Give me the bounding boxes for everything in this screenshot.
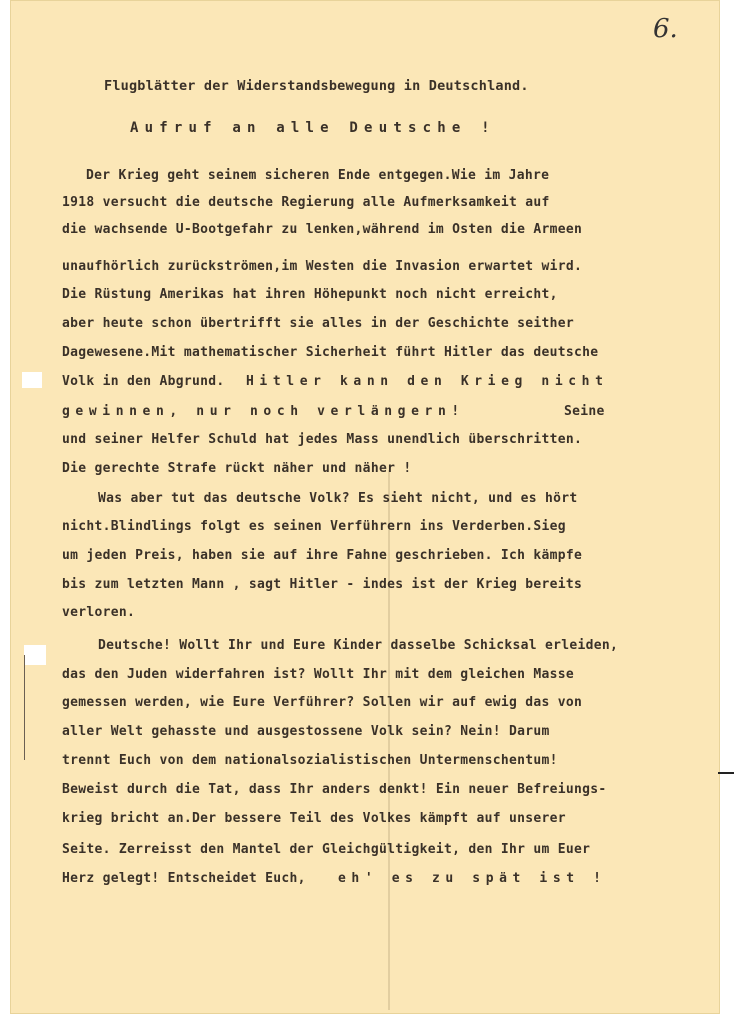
text-line: nicht.Blindlings folgt es seinen Verführern ins Verderben.Sieg bbox=[62, 519, 566, 534]
text-line: 1918 versucht die deutsche Regierung alle Aufmerksamkeit auf bbox=[62, 195, 550, 210]
text-line: Der Krieg geht seinem sicheren Ende entgegen.Wie im Jahre bbox=[86, 168, 550, 183]
text-line: Seine bbox=[564, 404, 605, 419]
text-line: unaufhörlich zurückströmen,im Westen die Invasion erwartet wird. bbox=[62, 259, 583, 274]
margin-line bbox=[24, 655, 25, 760]
punch-hole-mark bbox=[22, 372, 42, 388]
text-line: Volk in den Abgrund. bbox=[62, 374, 225, 389]
text-line-emphasis: Hitler kann den Krieg nicht bbox=[246, 374, 609, 389]
margin-dash bbox=[718, 772, 734, 774]
text-line-emphasis: gewinnen, nur noch verlängern! bbox=[62, 404, 465, 419]
document-subtitle: Aufruf an alle Deutsche ! bbox=[130, 120, 496, 136]
text-line: um jeden Preis, haben sie auf ihre Fahne geschrieben. Ich kämpfe bbox=[62, 548, 583, 563]
text-line: bis zum letzten Mann , sagt Hitler - indes ist der Krieg bereits bbox=[62, 577, 583, 592]
text-line: Seite. Zerreisst den Mantel der Gleichgültigkeit, den Ihr um Euer bbox=[62, 842, 591, 857]
text-line: das den Juden widerfahren ist? Wollt Ihr mit dem gleichen Masse bbox=[62, 667, 574, 682]
text-line: aber heute schon übertrifft sie alles in der Geschichte seither bbox=[62, 316, 574, 331]
document-title: Flugblätter der Widerstandsbewegung in Deutschland. bbox=[104, 78, 529, 94]
text-line: und seiner Helfer Schuld hat jedes Mass unendlich überschritten. bbox=[62, 432, 583, 447]
text-line: Herz gelegt! Entscheidet Euch, bbox=[62, 871, 306, 886]
text-line: Was aber tut das deutsche Volk? Es sieht nicht, und es hört bbox=[98, 491, 578, 506]
punch-hole-mark bbox=[24, 645, 46, 665]
text-line: Deutsche! Wollt Ihr und Eure Kinder dasselbe Schicksal erleiden, bbox=[98, 638, 619, 653]
text-line: Die gerechte Strafe rückt näher und näher ! bbox=[62, 461, 412, 476]
text-line: Beweist durch die Tat, dass Ihr anders denkt! Ein neuer Befreiungs- bbox=[62, 782, 607, 797]
text-line: krieg bricht an.Der bessere Teil des Volkes kämpft auf unserer bbox=[62, 811, 566, 826]
text-line: aller Welt gehasste und ausgestossene Volk sein? Nein! Darum bbox=[62, 724, 550, 739]
text-line: Die Rüstung Amerikas hat ihren Höhepunkt noch nicht erreicht, bbox=[62, 287, 558, 302]
text-line: Dagewesene.Mit mathematischer Sicherheit führt Hitler das deutsche bbox=[62, 345, 599, 360]
page-number: 6. bbox=[653, 14, 678, 44]
text-line: die wachsende U-Bootgefahr zu lenken,während im Osten die Armeen bbox=[62, 222, 583, 237]
text-line: trennt Euch von dem nationalsozialistischen Untermenschentum! bbox=[62, 753, 558, 768]
text-line-emphasis: eh' es zu spät ist ! bbox=[338, 871, 607, 886]
document-page bbox=[10, 0, 720, 1014]
text-line: gemessen werden, wie Eure Verführer? Sollen wir auf ewig das von bbox=[62, 695, 583, 710]
text-line: verloren. bbox=[62, 605, 136, 620]
